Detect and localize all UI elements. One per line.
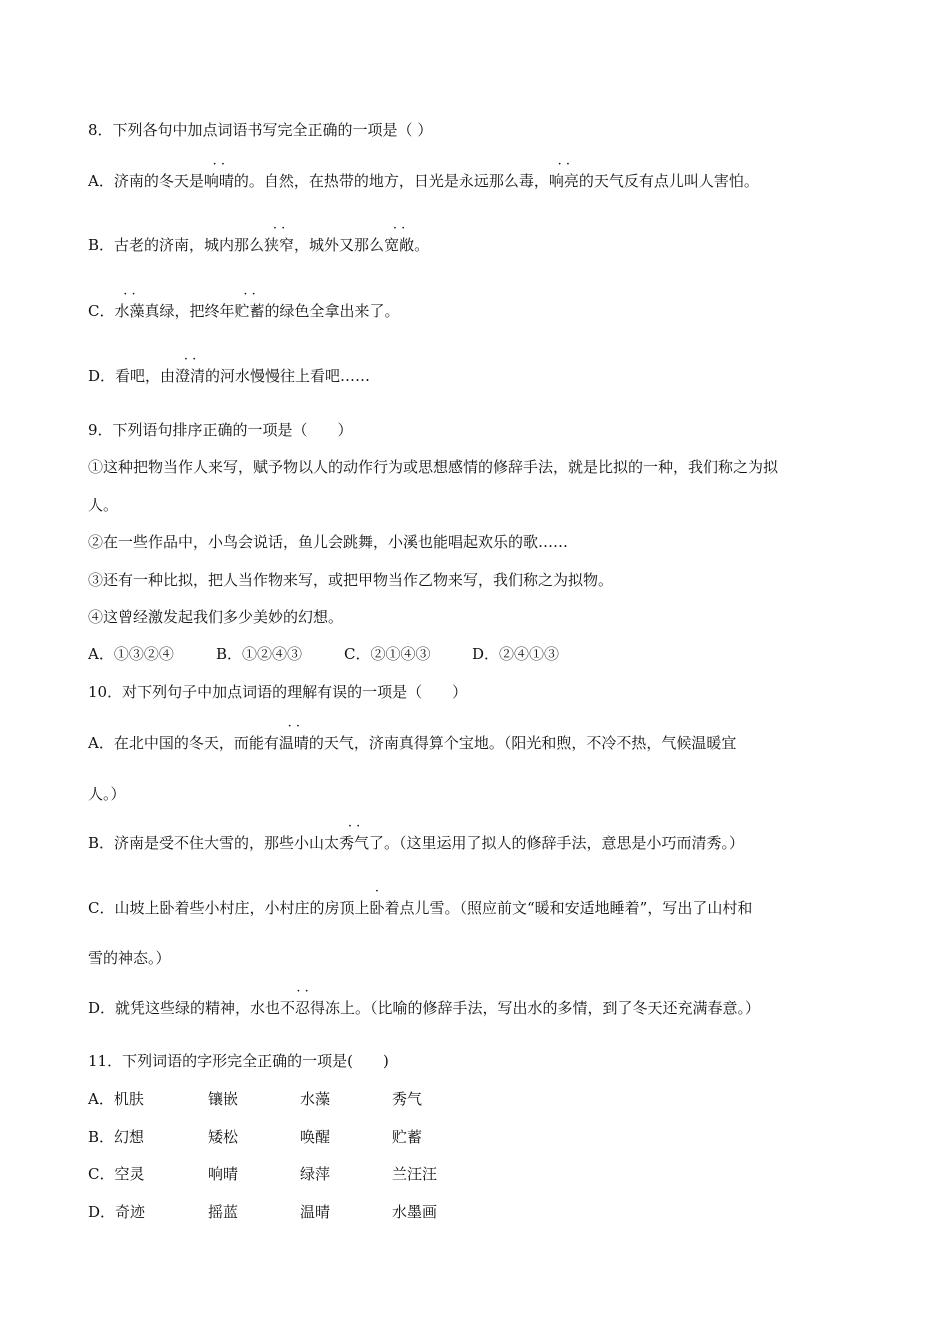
q10-a-pre: A．在北中国的冬天，而能有	[88, 734, 279, 752]
q10-c-pre: C．山坡上卧着些小村庄，小村庄的房顶上	[88, 899, 370, 917]
q8-a-post: 的天气反有点儿叫人害怕。	[578, 172, 759, 190]
q9-option-b: B．①②④③	[216, 645, 303, 663]
q9-option-a: A．①③②④	[88, 645, 174, 663]
q8-b-post: 。	[414, 236, 430, 254]
q11-d-word-4: 水墨画	[392, 1203, 438, 1221]
q11-d-word-3: 温晴	[300, 1203, 331, 1221]
q8-a-pre: A．济南的冬天是	[88, 172, 204, 190]
q10-c-post: 着点儿雪。（照应前文“暖和安适地睡着”，写出了山村和	[384, 899, 753, 917]
q11-b-word-4: 贮蓄	[392, 1128, 423, 1146]
q8-a-emphasis-2: · · 响亮	[549, 171, 579, 191]
q10-option-c	[88, 898, 752, 918]
q11-a-word-2: 镶嵌	[208, 1090, 239, 1108]
q11-b-word-1: B．幻想	[88, 1128, 145, 1146]
q10-option-b	[88, 833, 744, 853]
q10-option-a	[88, 733, 736, 753]
q8-a-emphasis-1: · · 响晴	[204, 171, 234, 191]
q11-d-word-2: 摇蓝	[208, 1203, 239, 1221]
q10-b-pre: B．济南是受不住大雪的，那些小山太	[88, 834, 340, 852]
q11-a-word-1: A．机肤	[88, 1090, 144, 1108]
q11-c-word-2: 响晴	[208, 1165, 239, 1183]
q9-sentence-1: ①这种把物当作人来写，赋予物以人的动作行为或思想感情的修辞手法，就是比拟的一种，我们称之为拟	[88, 458, 779, 476]
q10-d-pre: D．就凭这些绿的精神，水也	[88, 999, 281, 1017]
q10-d-emphasis: · · 不忍得	[280, 998, 325, 1018]
q11-d-word-1: D．奇迹	[88, 1203, 146, 1221]
q8-c-emphasis-1: · · 水藻	[114, 301, 144, 321]
q10-b-post: 了。（这里运用了拟人的修辞手法，意思是小巧而清秀。）	[369, 834, 745, 852]
q11-c-word-4: 兰汪汪	[392, 1165, 438, 1183]
q8-c-mid: 真绿，把终年	[144, 302, 235, 320]
q8-c-post: 的绿色全拿出来了。	[264, 302, 400, 320]
q11-c-word-1: C．空灵	[88, 1165, 145, 1183]
q11-b-word-3: 唤醒	[300, 1128, 331, 1146]
q9-sentence-4: ④这曾经激发起我们多少美妙的幻想。	[88, 608, 344, 626]
q8-d-pre: D．看吧，由	[88, 367, 176, 385]
q9-option-c: C．②①④③	[344, 645, 431, 663]
q10-option-c-cont: 雪的神态。）	[88, 949, 171, 967]
q8-option-a	[88, 171, 759, 191]
q8-d-emphasis: · · 澄清	[175, 366, 205, 386]
q8-stem: 8．下列各句中加点词语书写完全正确的一项是（ ）	[88, 121, 433, 139]
q8-d-post: 的河水慢慢往上看吧……	[205, 367, 371, 385]
q10-a-post: 的天气，济南真得算个宝地。（阳光和煦，不冷不热，气候温暖宜	[308, 734, 737, 752]
q10-stem: 10．对下列句子中加点词语的理解有误的一项是（ ）	[88, 683, 468, 701]
q8-option-d	[88, 366, 370, 386]
q8-b-emphasis-2: · · 宽敞	[384, 235, 414, 255]
q9-stem: 9．下列语句排序正确的一项是（ ）	[88, 421, 353, 439]
q11-a-word-3: 水藻	[300, 1090, 331, 1108]
q11-stem: 11．下列词语的字形完全正确的一项是( )	[88, 1052, 389, 1070]
q9-sentence-1-cont: 人。	[88, 496, 119, 514]
q10-option-a-cont: 人。）	[88, 785, 126, 803]
q8-option-b	[88, 235, 429, 255]
q8-a-mid: 的。自然，在热带的地方，日光是永远那么毒，	[233, 172, 549, 190]
q8-b-pre: B．古老的济南，城内那么	[88, 236, 265, 254]
q8-b-emphasis-1: · · 狭窄	[264, 235, 294, 255]
q10-a-emphasis: · · 温晴	[279, 733, 309, 753]
q10-d-post: 冻上。（比喻的修辞手法，写出水的多情，到了冬天还充满春意。）	[325, 999, 761, 1017]
q11-a-word-4: 秀气	[392, 1090, 423, 1108]
q8-c-pre: C．	[88, 302, 115, 320]
q9-option-d: D．②④①③	[472, 645, 560, 663]
q8-c-emphasis-2: · · 贮蓄	[235, 301, 265, 321]
q10-c-emphasis: 卧	[369, 899, 385, 917]
q8-option-c	[88, 301, 400, 321]
q9-sentence-2: ②在一些作品中，小鸟会说话，鱼儿会跳舞，小溪也能唱起欢乐的歌……	[88, 533, 569, 551]
q11-c-word-3: 绿萍	[300, 1165, 331, 1183]
q9-sentence-3: ③还有一种比拟，把人当作物来写，或把甲物当作乙物来写，我们称之为拟物。	[88, 571, 614, 589]
q10-b-emphasis: · · 秀气	[339, 833, 369, 853]
q11-b-word-2: 矮松	[208, 1128, 239, 1146]
q8-b-mid: ，城外又那么	[294, 236, 385, 254]
q10-option-d	[88, 998, 760, 1018]
